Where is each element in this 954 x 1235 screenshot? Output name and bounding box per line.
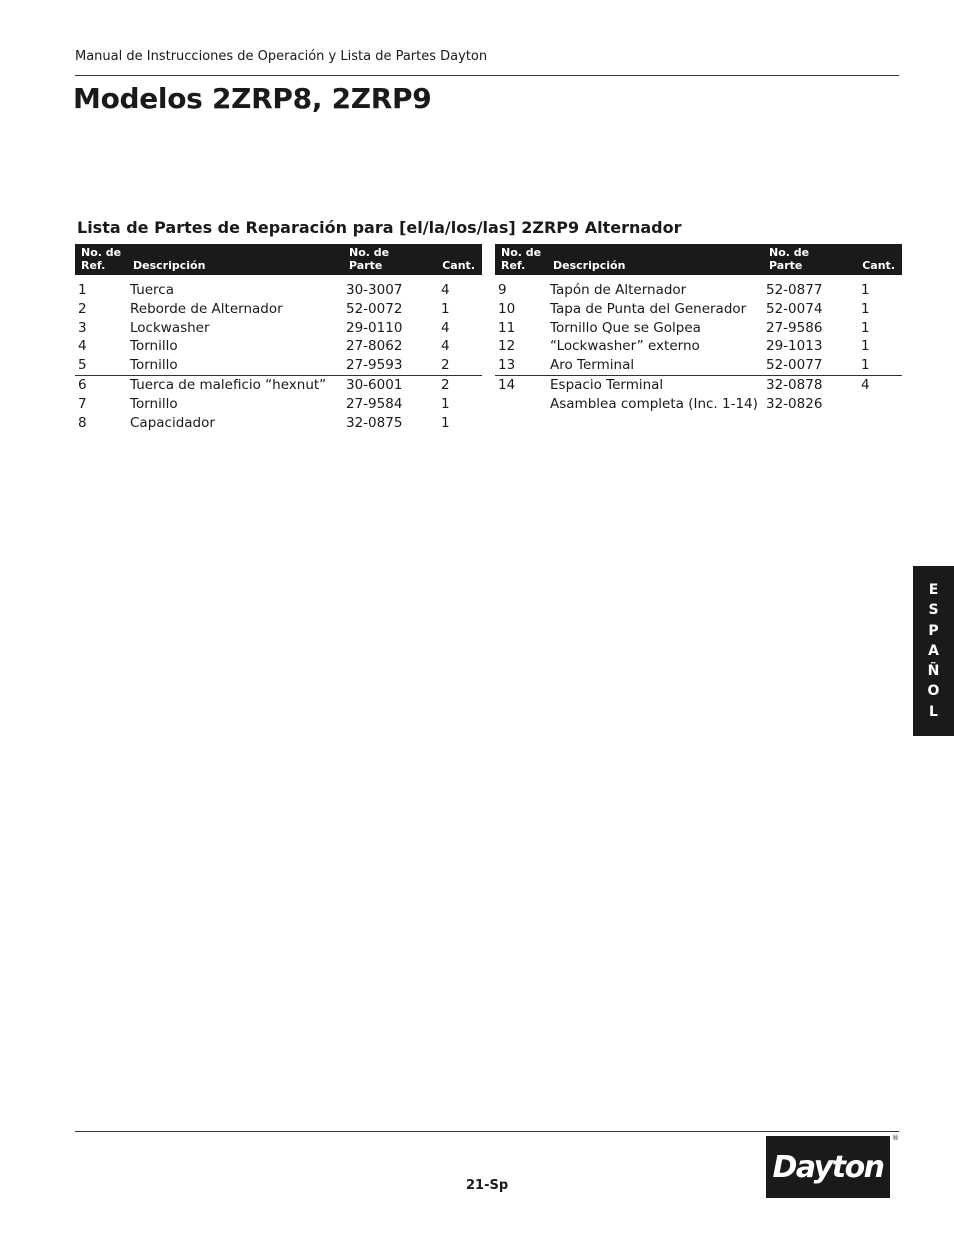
- part-cell: 30-6001: [346, 376, 403, 393]
- table-row: [495, 275, 902, 300]
- qty-cell: 4: [861, 376, 870, 393]
- qty-cell: 1: [441, 395, 450, 412]
- table-row: [75, 375, 482, 394]
- table-header-row: [75, 244, 482, 275]
- language-tab-letter: S: [928, 602, 939, 619]
- qty-cell: 4: [441, 282, 450, 298]
- table-header-row: [495, 244, 902, 275]
- qty-cell: 1: [861, 319, 870, 336]
- language-tab-letter: E: [928, 581, 939, 598]
- language-tab-letter: Ñ: [927, 663, 940, 680]
- registered-mark: ®: [892, 1134, 899, 1142]
- ref-column-header: No. de Ref.: [495, 244, 547, 275]
- description-cell: Tornillo: [130, 338, 178, 355]
- qty-cell: 4: [441, 338, 450, 355]
- parts-table-right: [495, 244, 902, 414]
- qty-cell: 1: [861, 282, 870, 298]
- part-cell: 30-3007: [346, 282, 403, 298]
- part-cell: 27-8062: [346, 338, 403, 355]
- language-tab-letter: O: [927, 683, 940, 700]
- part-cell: 29-0110: [346, 319, 403, 336]
- ref-cell: 6: [78, 376, 87, 393]
- description-cell: Espacio Terminal: [550, 376, 664, 393]
- dayton-logo: [766, 1136, 890, 1198]
- qty-cell: 1: [441, 300, 450, 317]
- qty-cell: 2: [421, 356, 482, 375]
- part-cell: 52-0072: [346, 300, 403, 317]
- language-tab-letter: P: [928, 622, 939, 639]
- ref-cell: 13: [495, 356, 547, 375]
- page-title: Modelos 2ZRP8, 2ZRP9: [73, 82, 432, 115]
- table-row: [75, 275, 482, 300]
- ref-cell: 11: [498, 319, 516, 336]
- qty-column-header: Cant.: [421, 244, 482, 275]
- ref-cell: 9: [498, 282, 507, 298]
- table-row: [495, 375, 902, 394]
- parts-table-left: [75, 244, 482, 432]
- description-cell: Reborde de Alternador: [130, 300, 283, 317]
- ref-cell: 2: [78, 300, 87, 317]
- ref-cell: 10: [498, 300, 516, 317]
- ref-column-header: No. de Ref.: [75, 244, 127, 275]
- part-cell: 52-0074: [766, 300, 823, 317]
- description-cell: Tapón de Alternador: [550, 282, 687, 298]
- part-column-header: No. de Parte: [763, 244, 841, 275]
- description-cell: “Lockwasher” externo: [550, 338, 700, 355]
- ref-cell: 8: [78, 414, 87, 431]
- qty-cell: 2: [441, 376, 450, 393]
- part-cell: 32-0826: [766, 395, 823, 412]
- part-cell: 27-9586: [766, 319, 823, 336]
- manual-title: Manual de Instrucciones de Operación y Lista de Partes Dayton: [75, 49, 488, 64]
- qty-cell: 1: [441, 414, 450, 431]
- page-number: 21-Sp: [466, 1178, 509, 1193]
- description-cell: Tuerca de maleficio “hexnut”: [130, 376, 327, 393]
- footer-divider: [75, 1131, 899, 1132]
- part-column-header: No. de Parte: [343, 244, 421, 275]
- table-row: [495, 395, 902, 414]
- part-cell: 27-9593: [343, 356, 421, 375]
- description-cell: Aro Terminal: [547, 356, 763, 375]
- part-cell: 27-9584: [346, 395, 403, 412]
- description-cell: Lockwasher: [130, 319, 210, 336]
- ref-cell: 7: [78, 395, 87, 412]
- table-row: [495, 319, 902, 338]
- logo-text: Dayton: [772, 1149, 884, 1185]
- description-cell: Asamblea completa (Inc. 1-14): [550, 395, 758, 412]
- ref-cell: 12: [498, 338, 516, 355]
- part-cell: 32-0875: [346, 414, 403, 431]
- table-row: [75, 414, 482, 433]
- qty-cell: 4: [441, 319, 450, 336]
- description-column-header: Descripción: [547, 244, 763, 275]
- table-row: [495, 356, 902, 375]
- description-cell: Tornillo: [130, 395, 178, 412]
- description-cell: Tornillo: [127, 356, 343, 375]
- language-tab-letter: L: [929, 703, 938, 720]
- ref-cell: [495, 395, 547, 414]
- ref-cell: 4: [78, 338, 87, 355]
- part-cell: 32-0878: [766, 376, 823, 393]
- description-cell: Tapa de Punta del Generador: [550, 300, 747, 317]
- description-column-header: Descripción: [127, 244, 343, 275]
- description-cell: Tornillo Que se Golpea: [550, 319, 701, 336]
- table-row: [75, 356, 482, 375]
- ref-cell: 14: [498, 376, 516, 393]
- language-tab-letter: A: [928, 642, 939, 659]
- ref-cell: 3: [78, 319, 87, 336]
- ref-cell: 5: [75, 356, 127, 375]
- part-cell: 29-1013: [766, 338, 823, 355]
- table-row: [495, 337, 902, 356]
- table-row: [75, 337, 482, 356]
- table-row: [495, 300, 902, 319]
- part-cell: 52-0877: [766, 282, 823, 298]
- qty-cell: 1: [841, 356, 902, 375]
- qty-cell: [841, 395, 902, 414]
- qty-cell: 1: [861, 300, 870, 317]
- ref-cell: 1: [78, 282, 87, 298]
- description-cell: Capacidador: [130, 414, 215, 431]
- table-row: [75, 395, 482, 414]
- language-tab: [913, 566, 954, 736]
- table-row: [75, 319, 482, 338]
- part-cell: 52-0077: [763, 356, 841, 375]
- header-divider: [75, 75, 899, 76]
- section-title: Lista de Partes de Reparación para [el/la/los/las] 2ZRP9 Alternador: [77, 218, 682, 237]
- table-row: [75, 300, 482, 319]
- qty-cell: 1: [861, 338, 870, 355]
- description-cell: Tuerca: [130, 282, 175, 298]
- qty-column-header: Cant.: [841, 244, 902, 275]
